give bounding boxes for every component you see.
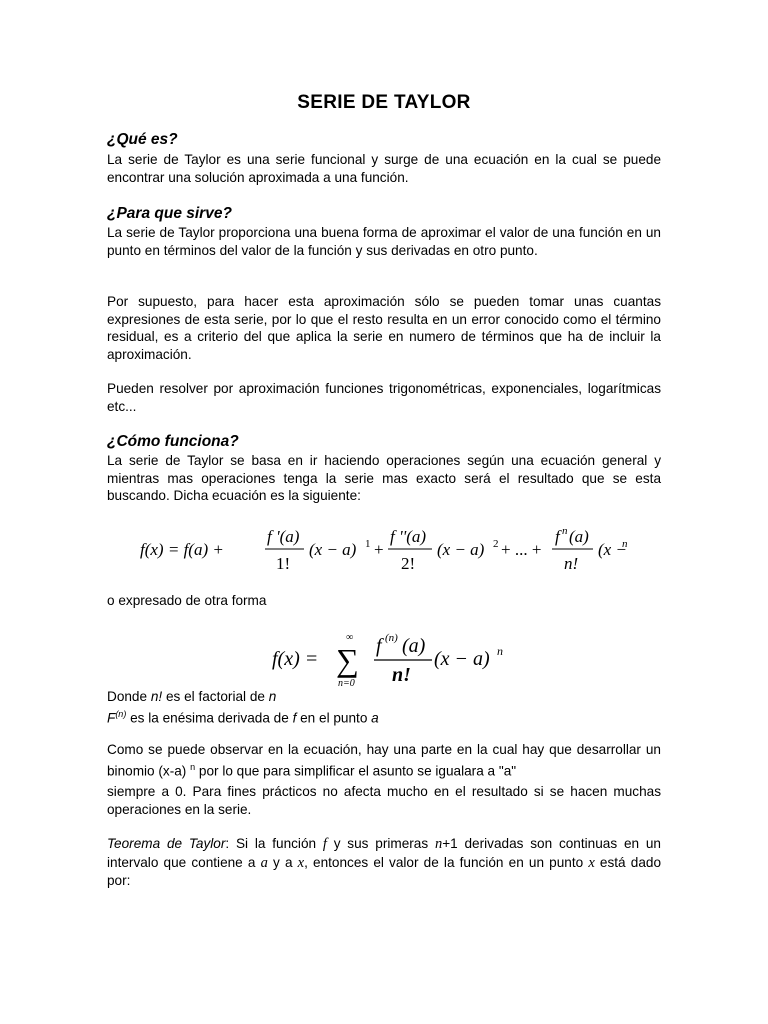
paragraph-para-que-2: Por supuesto, para hacer esta aproximación sólo se pueden tomar unas cuantas expresiones de esta serie, por lo que el resto resulta en un error conocido como el término residual, es a criterio del que aplica la serie en numero de términos que ha de incluir la aproximación. xyxy=(107,294,661,362)
teorema-f: f xyxy=(322,836,327,852)
eq1-term2-denominator: 2! xyxy=(401,554,416,573)
eq1-term2-numerator: f ''(a) xyxy=(390,527,427,546)
donde-2-f: f xyxy=(292,710,297,726)
observar-post: por lo que para simplificar el asunto se igualara a "a" xyxy=(195,763,517,779)
eq2-binomial: (x − a) xyxy=(434,648,490,670)
eq1-termn-exponent: n xyxy=(622,538,628,550)
eq2-denominator: n! xyxy=(392,664,411,686)
donde-1-pre: Donde xyxy=(107,689,151,704)
donde-2-mid: es la enésima derivada de xyxy=(126,710,293,726)
donde-2-F: F xyxy=(107,710,116,726)
eq2-num-f: f xyxy=(376,635,382,657)
paragraph-observar xyxy=(107,741,661,780)
eq2-sum-symbol: ∑ xyxy=(336,642,359,678)
taylor-equation-summation xyxy=(272,628,512,695)
teorema-t6: está dado por: xyxy=(107,854,662,888)
observar-pre: Como se puede observar en la ecuación, hay una parte en la cual hay que desarrollar un binomio (x-a) xyxy=(107,742,661,779)
teorema-x: x xyxy=(297,854,305,871)
eq1-termn-arg: (a) xyxy=(569,527,589,546)
teorema-t4: y a xyxy=(267,854,298,870)
teorema-t2: y sus primeras xyxy=(326,836,435,851)
page-title: SERIE DE TAYLOR xyxy=(297,92,471,113)
eq1-ellipsis: + ... + xyxy=(501,540,542,559)
eq2-lhs: f(x) = xyxy=(272,648,319,670)
equation-summation-svg xyxy=(272,628,512,690)
teorema-x2: x xyxy=(588,854,595,871)
eq2-sum-bottom: n=0 xyxy=(338,678,355,689)
eq1-termn-f: f xyxy=(555,527,560,546)
teorema-t5: , entonces el valor de la función en un punto xyxy=(304,854,589,870)
donde-line-2 xyxy=(107,706,661,727)
eq1-plus-1: + xyxy=(374,540,384,559)
eq1-termn-binomial: (x − xyxy=(598,540,627,559)
donde-2-a: a xyxy=(371,710,379,726)
teorema-a: a xyxy=(260,854,268,871)
eq1-termn-sup: n xyxy=(562,525,568,537)
teorema-t3: +1 derivadas son continuas en un intervalo que contiene a xyxy=(107,836,661,870)
equation-expanded-svg xyxy=(140,522,630,578)
donde-1-mid: es el factorial de xyxy=(162,689,269,704)
eq1-termn-denominator: n! xyxy=(564,554,579,573)
heading-para-que-sirve: ¿Para que sirve? xyxy=(107,205,232,222)
eq1-term1-exponent: 1 xyxy=(365,538,371,550)
eq1-lhs: f(x) = f(a) + xyxy=(140,540,224,559)
eq2-num-sup: (n) xyxy=(385,632,398,644)
teorema-t1: : Si la función xyxy=(225,836,323,851)
eq1-term2-binomial: (x − a) xyxy=(437,540,485,559)
heading-como-funciona: ¿Cómo funciona? xyxy=(107,433,239,450)
alt-form-label: o expresado de otra forma xyxy=(107,593,267,608)
paragraph-teorema xyxy=(107,835,661,890)
paragraph-como-1: La serie de Taylor se basa en ir haciendo operaciones según una ecuación general y mientras mas operaciones tenga la serie mas exacto será el resultado que se esta buscando. Dicha ecuación es la siguiente: xyxy=(107,453,661,503)
eq1-term1-denominator: 1! xyxy=(276,554,291,573)
paragraph-que-es: La serie de Taylor es una serie funcional y surge de una ecuación en la cual se puede encontrar una solución aproximada a una función. xyxy=(107,152,661,185)
eq1-term1-numerator: f '(a) xyxy=(267,527,300,546)
donde-2-mid2: en el punto xyxy=(296,710,372,726)
paragraph-para-que-3: Pueden resolver por aproximación funciones trigonométricas, exponenciales, logarítmicas etc... xyxy=(107,381,661,414)
eq2-exponent: n xyxy=(497,644,503,658)
eq2-sum-top: ∞ xyxy=(346,632,354,643)
paragraph-siempre: siempre a 0. Para fines prácticos no afecta mucho en el resultado si se hacen muchas operaciones en la serie. xyxy=(107,784,661,817)
observar-sup: n xyxy=(190,761,196,772)
donde-1-n: n xyxy=(268,689,277,704)
paragraph-para-que-1: La serie de Taylor proporciona una buena forma de aproximar el valor de una función en un punto en términos del valor de la función y sus derivadas en otro punto. xyxy=(107,225,661,258)
heading-que-es: ¿Qué es? xyxy=(107,131,178,148)
teorema-n: n xyxy=(434,836,443,852)
donde-2-sup: (n) xyxy=(115,709,127,719)
teorema-label: Teorema de Taylor xyxy=(107,836,226,851)
taylor-equation-expanded xyxy=(140,522,630,583)
eq2-num-arg: (a) xyxy=(402,635,426,657)
eq1-term1-binomial: (x − a) xyxy=(309,540,357,559)
eq1-term2-exponent: 2 xyxy=(493,538,499,550)
donde-line-1 xyxy=(107,688,661,706)
donde-1-factorial: n! xyxy=(150,689,163,704)
